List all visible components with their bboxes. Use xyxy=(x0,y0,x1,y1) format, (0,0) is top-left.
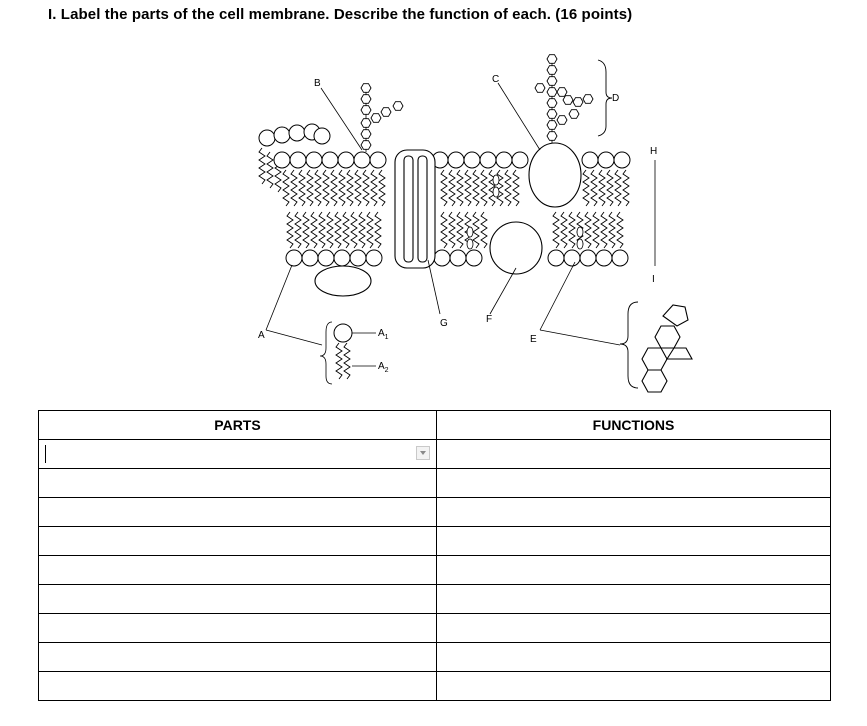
function-cell[interactable] xyxy=(437,614,831,643)
bracket-d xyxy=(598,60,612,136)
phospholipid-detail xyxy=(320,322,376,384)
label-a: A xyxy=(258,330,265,341)
integral-protein xyxy=(490,222,542,274)
channel-protein xyxy=(395,150,435,268)
text-cursor xyxy=(45,445,46,463)
bottom-head-row xyxy=(286,250,628,266)
dropdown-arrow-icon[interactable] xyxy=(416,446,430,460)
answer-table xyxy=(38,410,831,701)
function-cell[interactable] xyxy=(437,498,831,527)
back-head-row xyxy=(259,124,330,146)
function-cell[interactable] xyxy=(437,643,831,672)
glycolipid-chain xyxy=(361,84,403,152)
function-cell[interactable] xyxy=(437,585,831,614)
label-c: C xyxy=(492,74,500,85)
label-d: D xyxy=(612,93,620,104)
bottom-tails xyxy=(287,212,623,248)
label-h: H xyxy=(650,146,658,157)
header-parts: PARTS xyxy=(39,411,437,440)
part-cell[interactable] xyxy=(39,614,437,643)
table-row xyxy=(39,556,831,585)
part-cell[interactable] xyxy=(39,643,437,672)
part-cell[interactable] xyxy=(39,585,437,614)
glycoprotein-chain xyxy=(535,55,593,143)
part-cell[interactable] xyxy=(39,469,437,498)
function-cell[interactable] xyxy=(437,527,831,556)
label-a2: $A_2$ xyxy=(378,361,389,374)
header-functions: FUNCTIONS xyxy=(437,411,831,440)
label-b: B xyxy=(314,78,321,89)
part-cell[interactable] xyxy=(39,498,437,527)
peripheral-protein xyxy=(315,266,371,296)
table-row xyxy=(39,440,831,469)
table-row xyxy=(39,614,831,643)
label-i: I xyxy=(652,274,655,285)
table-row xyxy=(39,643,831,672)
label-e: E xyxy=(530,334,537,345)
table-row xyxy=(39,498,831,527)
cholesterol-detail xyxy=(642,305,692,392)
table-row xyxy=(39,469,831,498)
part-cell[interactable] xyxy=(39,556,437,585)
label-g: G xyxy=(440,318,448,329)
table-row xyxy=(39,585,831,614)
glycoprotein-body xyxy=(529,143,581,207)
label-a1: $A_1$ xyxy=(378,328,389,341)
table-header-row xyxy=(39,411,831,440)
question-title: I. Label the parts of the cell membrane. Describe the function of each. (16 points) xyxy=(48,6,633,23)
function-cell[interactable] xyxy=(437,469,831,498)
bracket-cholesterol xyxy=(620,302,638,388)
part-cell[interactable] xyxy=(39,672,437,701)
label-f: F xyxy=(486,314,493,325)
function-cell[interactable] xyxy=(437,440,831,469)
part-cell[interactable] xyxy=(39,440,437,469)
function-cell[interactable] xyxy=(437,556,831,585)
table-row xyxy=(39,527,831,556)
function-cell[interactable] xyxy=(437,672,831,701)
table-row xyxy=(39,672,831,701)
part-cell[interactable] xyxy=(39,527,437,556)
